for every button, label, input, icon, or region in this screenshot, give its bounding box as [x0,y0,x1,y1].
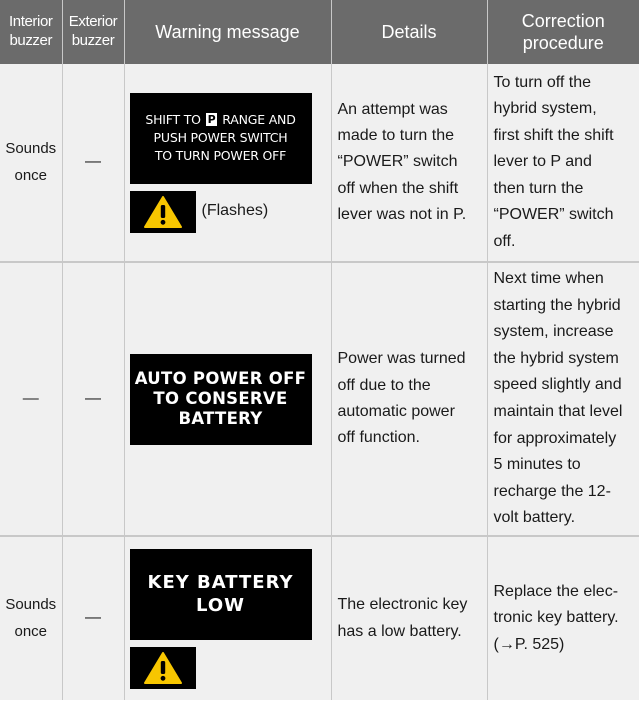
correction-line: tronic key battery. [493,609,619,627]
warning-message-cell [124,262,331,536]
interior-buzzer-line2: once [14,166,48,184]
interior-buzzer-cell: — [0,262,62,536]
screen-line1: AUTO POWER OFF [134,369,307,389]
interior-buzzer-line1: Sounds [5,596,57,614]
warning-triangle-icon [130,191,196,233]
correction-cell [487,536,639,700]
header-interior-buzzer-line1: Interior [9,13,53,31]
correction-cell [487,262,639,536]
header-warning-message: Warning message [124,0,331,64]
header-interior-buzzer-line2: buzzer [9,32,53,49]
p-range-box: P [207,112,216,126]
header-exterior-buzzer-line1: Exterior [68,13,118,31]
details-line: off due to the [337,376,431,394]
correction-line: maintain that level [493,403,623,420]
display-screen-key-battery-low [130,549,312,640]
correction-line: lever to P and [493,153,592,171]
screen-line1-after: RANGE AND [222,111,296,127]
header-exterior-buzzer-line2: buzzer [71,32,115,49]
correction-line: Replace the elec- [493,582,619,600]
table-row [0,536,639,700]
table-header-row [0,0,639,64]
details-line: “POWER” switch [337,153,458,171]
header-correction-procedure [487,0,639,64]
screen-line2: TO CONSERVE [153,389,288,409]
header-exterior-buzzer [62,0,124,64]
header-correction-line2: procedure [522,33,604,53]
details-line: Power was turned [337,350,466,368]
correction-cell [487,64,639,262]
page-reference-link[interactable]: (→P. 525) [493,635,565,653]
exterior-buzzer-cell: — [62,536,124,700]
correction-line: volt battery. [493,509,576,527]
screen-line2: PUSH POWER SWITCH [153,129,288,145]
header-correction-line1: Correction [521,10,605,31]
interior-buzzer-line1: Sounds [5,140,57,158]
screen-line3: TO TURN POWER OFF [154,148,287,164]
exterior-buzzer-cell: — [62,64,124,262]
warning-triangle-icon [130,647,196,689]
display-screen-shift-to-p [130,93,312,184]
details-line: automatic power [337,403,455,420]
screen-line2: LOW [196,595,245,616]
flashes-note: (Flashes) [201,202,269,220]
correction-line: the hybrid system [493,349,619,367]
correction-line: off. [493,232,516,250]
details-line: The electronic key [337,596,468,614]
details-cell [331,262,487,536]
details-line: off function. [337,429,420,447]
header-details: Details [331,0,487,64]
correction-line: “POWER” switch [493,206,614,224]
details-cell [331,64,487,262]
header-interior-buzzer [0,0,62,64]
correction-line: To turn off the [493,73,592,91]
warning-message-cell [124,64,331,262]
correction-line: first shift the shift [493,126,614,144]
warning-message-cell [124,536,331,700]
details-line: An attempt was [337,100,448,118]
correction-line: Next time when [493,270,604,288]
interior-buzzer-cell [0,64,62,262]
correction-line: speed slightly and [493,376,622,394]
details-line: has a low battery. [337,622,462,640]
display-screen-auto-power-off [130,354,312,445]
details-line: made to turn the [337,126,455,144]
correction-line: starting the hybrid [493,296,621,314]
table-row [0,262,639,536]
screen-line3: BATTERY [178,408,263,428]
screen-line1-before: SHIFT TO [145,111,201,127]
correction-line: then turn the [493,179,584,197]
correction-line: system, increase [493,323,614,341]
table-row [0,64,639,262]
correction-line: 5 minutes to [493,456,581,474]
interior-buzzer-cell [0,536,62,700]
correction-line: recharge the 12- [493,482,611,500]
interior-buzzer-line2: once [14,622,48,640]
details-cell [331,536,487,700]
details-line: off when the shift [337,179,459,197]
screen-line1: KEY BATTERY [147,571,294,593]
exterior-buzzer-cell: — [62,262,124,536]
details-line: lever was not in P. [337,206,467,224]
correction-line: hybrid system, [493,100,597,118]
correction-line: for approximately [493,429,617,447]
